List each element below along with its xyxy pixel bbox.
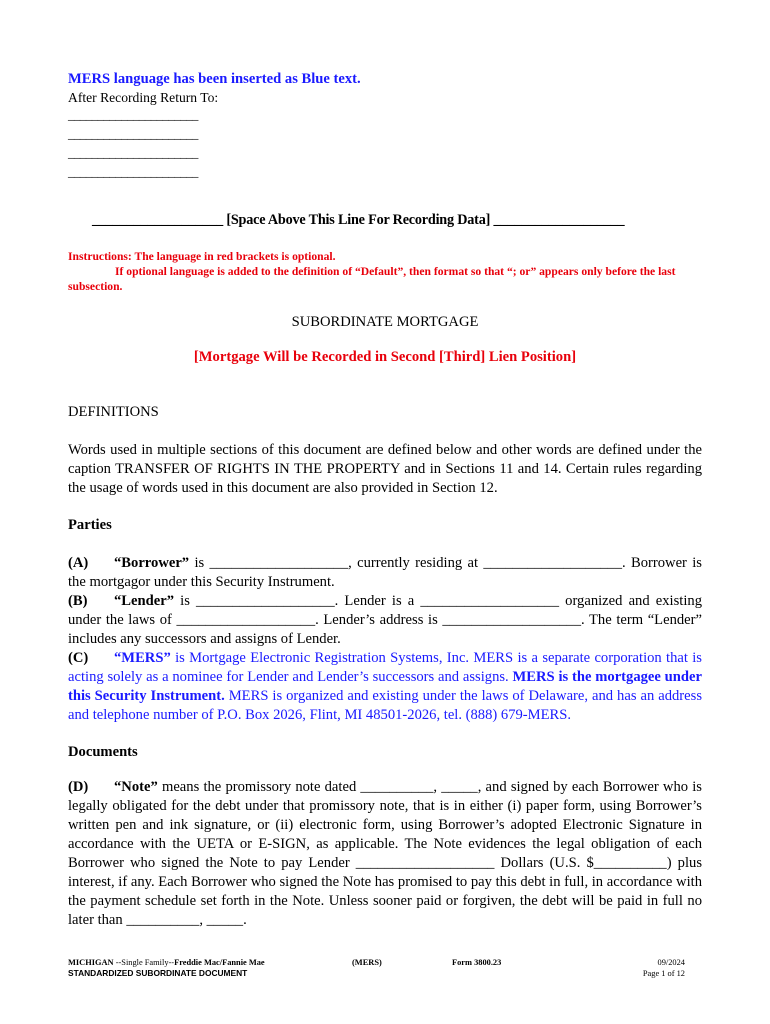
footer-form-number: Form 3800.23	[452, 958, 502, 967]
definition-text: means the promissory note dated __________, _____, and signed by each Borrower who is legally obligated for the debt under that promissory note, that is in either (i) paper form, using Borrower’s written pen and ink signature, or (ii) electronic form, using Borrower’s adopted Electronic Signature in accordance with the UETA or E-SIGN, as applicable. The Note evidences the legal obligation of each Borrower who signed the Note to pay Lender ___________________ Dollars (U.S. $__________) plus interest, if any. Each Borrower who signed the Note has promised to pay this debt in full, in accordance with the payment schedule set forth in the Note. Unless sooner paid or forgiven, the debt will be paid in full no later than __________, _____.	[68, 779, 702, 928]
mers-notice: MERS language has been inserted as Blue text.	[68, 71, 361, 87]
defined-term: “MERS”	[114, 650, 171, 666]
instructions-line-2: If optional language is added to the definition of “Default”, then format so that “; or” appears only before the last subsection.	[68, 265, 676, 293]
return-to-label: After Recording Return To:	[68, 90, 219, 105]
footer-document-type: STANDARDIZED SUBORDINATE DOCUMENT	[68, 968, 248, 978]
defined-term: “Note”	[114, 779, 158, 795]
definition-text: is Mortgage Electronic Registration Systems, Inc. MERS is a separate corporation that is acting solely as a nominee for Lender and Lender’s successors and assigns.	[68, 650, 702, 685]
definition-text: is ___________________. Lender is a ___________________ organized and existing under the laws of ___________________. Lender’s address is ___________________. The term “Lender” includes any successors and assigns of Lender.	[68, 593, 702, 647]
definition-note	[68, 778, 702, 930]
definition-lender	[68, 592, 702, 649]
documents-heading: Documents	[68, 744, 138, 760]
definition-text: is ___________________, currently residing at ___________________. Borrower is the mortgagor under this Security Instrument.	[68, 555, 702, 590]
footer-page-number: Page 1 of 12	[642, 969, 685, 978]
address-blank-line: ______________________	[68, 126, 198, 141]
defined-term: “Borrower”	[114, 555, 190, 571]
address-blank-line: ______________________	[68, 107, 198, 122]
definition-borrower	[68, 554, 702, 592]
footer-state: MICHIGAN	[68, 958, 114, 967]
parties-heading: Parties	[68, 517, 112, 533]
definition-tag: (C)	[68, 650, 89, 666]
definition-tag: (A)	[68, 555, 89, 571]
definitions-intro: Words used in multiple sections of this document are defined below and other words are defined under the caption TRANSFER OF RIGHTS IN THE PROPERTY and in Sections 11 and 14. Certain rules regarding the usage of words used in this document are also provided in Section 12.	[68, 442, 702, 496]
definition-tag: (D)	[68, 779, 89, 795]
definition-tag: (B)	[68, 593, 88, 609]
footer-family: --Single Family--	[113, 958, 175, 967]
definition-text: MERS is organized and existing under the laws of Delaware, and has an address and telephone number of P.O. Box 2026, Flint, MI 48501-2026, tel. (888) 679-MERS.	[68, 688, 703, 723]
footer-date: 09/2024	[657, 958, 685, 967]
footer-agencies: Freddie Mac/Fannie Mae	[174, 958, 265, 967]
lien-position-subtitle: [Mortgage Will be Recorded in Second [Third] Lien Position]	[193, 349, 577, 365]
recording-data-bar: ___________________ [Space Above This Line For Recording Data] ___________________	[92, 212, 625, 228]
footer-form-identity	[68, 957, 265, 968]
definitions-heading: DEFINITIONS	[68, 404, 159, 420]
address-blank-line: ______________________	[68, 164, 198, 179]
definition-mers	[68, 649, 702, 725]
mers-mortgagee-statement: MERS is the mortgagee under this Security Instrument.	[68, 669, 702, 704]
address-blank-line: ______________________	[68, 145, 198, 160]
defined-term: “Lender”	[114, 593, 174, 609]
instructions-line-1: Instructions: The language in red brackets is optional.	[68, 250, 336, 263]
document-title: SUBORDINATE MORTGAGE	[291, 314, 479, 330]
footer-mers: (MERS)	[352, 958, 382, 967]
